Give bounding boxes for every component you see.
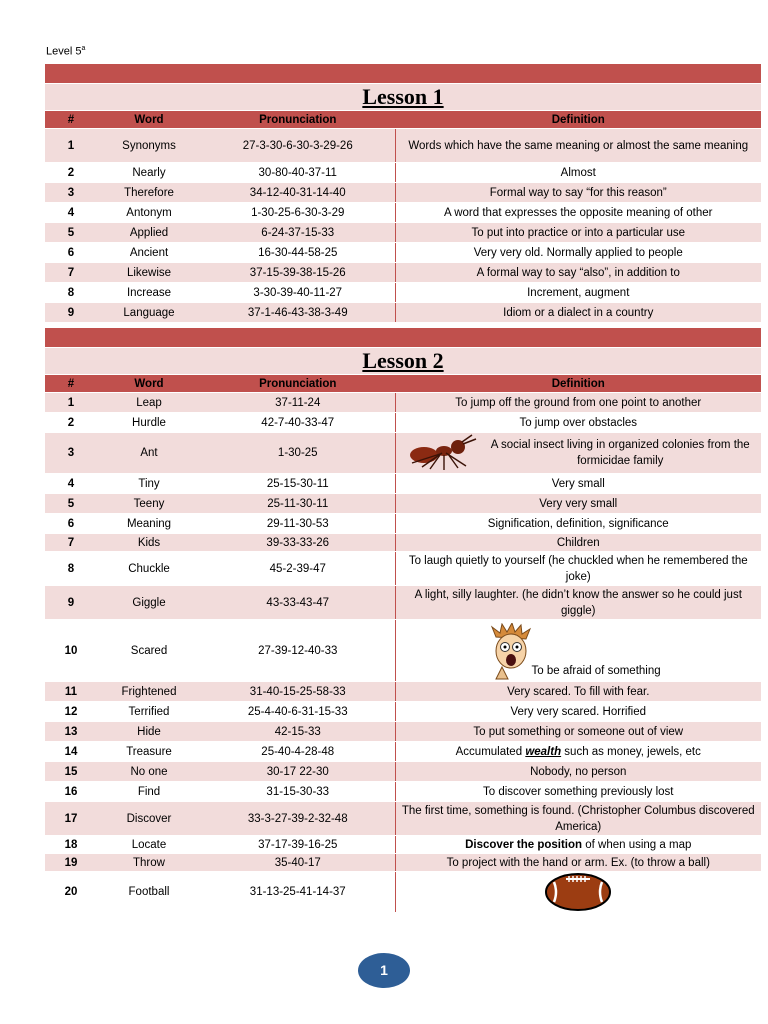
row-number: 6 <box>45 514 97 534</box>
row-word: Ant <box>97 433 201 474</box>
row-definition <box>395 872 761 913</box>
table-row <box>45 742 761 762</box>
row-definition: The first time, something is found. (Christopher Columbus discovered America) <box>395 802 761 836</box>
row-definition: A light, silly laughter. (he didn’t know the answer so he could just giggle) <box>395 586 761 620</box>
row-definition: To project with the hand or arm. Ex. (to throw a ball) <box>395 854 761 872</box>
table-row <box>45 163 761 183</box>
column-header-pronunciation: Pronunciation <box>201 375 395 393</box>
row-definition: Almost <box>395 163 761 183</box>
row-word: Discover <box>97 802 201 836</box>
definition-text: of when using a map <box>582 838 692 851</box>
row-pronunciation: 43-33-43-47 <box>201 586 395 620</box>
lesson-2-header-row <box>45 375 761 393</box>
table-row <box>45 263 761 283</box>
row-word: Language <box>97 303 201 323</box>
row-definition: Very very small <box>395 494 761 514</box>
row-word: Likewise <box>97 263 201 283</box>
row-pronunciation: 31-40-15-25-58-33 <box>201 682 395 702</box>
row-pronunciation: 42-15-33 <box>201 722 395 742</box>
row-number: 1 <box>45 129 97 163</box>
column-header-number: # <box>45 111 97 129</box>
row-pronunciation: 42-7-40-33-47 <box>201 413 395 433</box>
row-word: Football <box>97 872 201 913</box>
definition-text: Accumulated <box>455 745 526 758</box>
row-word: Leap <box>97 393 201 413</box>
row-pronunciation: 25-11-30-11 <box>201 494 395 514</box>
row-definition <box>395 836 761 854</box>
row-definition: Children <box>395 534 761 552</box>
row-pronunciation: 25-4-40-6-31-15-33 <box>201 702 395 722</box>
row-number: 2 <box>45 413 97 433</box>
row-pronunciation: 35-40-17 <box>201 854 395 872</box>
row-number: 3 <box>45 433 97 474</box>
lesson-1-title-row <box>45 84 761 111</box>
row-word: Teeny <box>97 494 201 514</box>
table-row <box>45 514 761 534</box>
row-word: Frightened <box>97 682 201 702</box>
row-pronunciation: 37-15-39-38-15-26 <box>201 263 395 283</box>
row-word: Nearly <box>97 163 201 183</box>
table-row <box>45 129 761 163</box>
row-pronunciation: 27-39-12-40-33 <box>201 620 395 682</box>
row-word: Synonyms <box>97 129 201 163</box>
row-number: 15 <box>45 762 97 782</box>
row-pronunciation: 25-40-4-28-48 <box>201 742 395 762</box>
definition-text: To be afraid of something <box>531 664 661 677</box>
row-word: Giggle <box>97 586 201 620</box>
table-row <box>45 872 761 913</box>
lesson-1-band <box>45 64 761 84</box>
row-number: 4 <box>45 203 97 223</box>
row-definition <box>395 433 761 474</box>
row-number: 9 <box>45 303 97 323</box>
row-definition: Formal way to say “for this reason” <box>395 183 761 203</box>
row-number: 7 <box>45 263 97 283</box>
row-word: Antonym <box>97 203 201 223</box>
column-header-definition: Definition <box>395 375 761 393</box>
column-header-definition: Definition <box>395 111 761 129</box>
row-number: 18 <box>45 836 97 854</box>
row-definition: To put into practice or into a particular use <box>395 223 761 243</box>
row-definition: Very very old. Normally applied to people <box>395 243 761 263</box>
ant-icon <box>400 433 480 473</box>
row-pronunciation: 37-11-24 <box>201 393 395 413</box>
row-definition: Nobody, no person <box>395 762 761 782</box>
row-pronunciation: 34-12-40-31-14-40 <box>201 183 395 203</box>
table-row <box>45 762 761 782</box>
row-number: 5 <box>45 494 97 514</box>
row-number: 17 <box>45 802 97 836</box>
row-definition: Very small <box>395 474 761 494</box>
table-row <box>45 243 761 263</box>
row-pronunciation: 31-13-25-41-14-37 <box>201 872 395 913</box>
row-word: Applied <box>97 223 201 243</box>
table-row <box>45 494 761 514</box>
row-word: Ancient <box>97 243 201 263</box>
row-number: 3 <box>45 183 97 203</box>
lesson-1-title: Lesson 1 <box>362 84 444 109</box>
definition-bold: Discover the position <box>465 838 583 851</box>
row-definition: To put something or someone out of view <box>395 722 761 742</box>
row-number: 1 <box>45 393 97 413</box>
ant-figure <box>400 433 758 473</box>
row-word: Therefore <box>97 183 201 203</box>
row-word: Meaning <box>97 514 201 534</box>
definition-text: such as money, jewels, etc <box>561 745 701 758</box>
lesson-2-table <box>45 328 761 913</box>
lesson-2-title: Lesson 2 <box>362 348 444 373</box>
row-number: 5 <box>45 223 97 243</box>
table-row <box>45 682 761 702</box>
table-row <box>45 183 761 203</box>
row-word: Tiny <box>97 474 201 494</box>
scared-face-icon <box>488 623 534 681</box>
row-word: Throw <box>97 854 201 872</box>
row-pronunciation: 27-3-30-6-30-3-29-26 <box>201 129 395 163</box>
column-header-word: Word <box>97 375 201 393</box>
row-word: Terrified <box>97 702 201 722</box>
row-definition: Very scared. To fill with fear. <box>395 682 761 702</box>
table-row <box>45 203 761 223</box>
row-number: 8 <box>45 283 97 303</box>
row-pronunciation: 3-30-39-40-11-27 <box>201 283 395 303</box>
row-number: 4 <box>45 474 97 494</box>
row-definition: A word that expresses the opposite meaning of other <box>395 203 761 223</box>
row-definition: Words which have the same meaning or almost the same meaning <box>395 129 761 163</box>
table-row <box>45 283 761 303</box>
table-row <box>45 586 761 620</box>
definition-text: A social insect living in organized colonies from the formicidae family <box>490 439 750 467</box>
row-word: Treasure <box>97 742 201 762</box>
level-label: Level 5$^a$ <box>46 45 86 58</box>
table-row <box>45 620 761 682</box>
row-definition: To laugh quietly to yourself (he chuckled when he remembered the joke) <box>395 552 761 586</box>
page-number-badge: 1 <box>358 953 410 988</box>
row-word: Scared <box>97 620 201 682</box>
table-row <box>45 303 761 323</box>
row-pronunciation: 37-17-39-16-25 <box>201 836 395 854</box>
row-number: 19 <box>45 854 97 872</box>
lesson-1-table <box>45 64 761 323</box>
row-pronunciation: 33-3-27-39-2-32-48 <box>201 802 395 836</box>
row-pronunciation: 39-33-33-26 <box>201 534 395 552</box>
table-row <box>45 552 761 586</box>
row-pronunciation: 45-2-39-47 <box>201 552 395 586</box>
row-pronunciation: 1-30-25 <box>201 433 395 474</box>
lesson-2-band <box>45 328 761 348</box>
row-definition: To jump over obstacles <box>395 413 761 433</box>
row-definition: Very very scared. Horrified <box>395 702 761 722</box>
table-row <box>45 782 761 802</box>
row-pronunciation: 29-11-30-53 <box>201 514 395 534</box>
row-number: 9 <box>45 586 97 620</box>
table-row <box>45 836 761 854</box>
row-number: 2 <box>45 163 97 183</box>
row-pronunciation: 6-24-37-15-33 <box>201 223 395 243</box>
row-pronunciation: 16-30-44-58-25 <box>201 243 395 263</box>
row-word: Chuckle <box>97 552 201 586</box>
row-pronunciation: 30-80-40-37-11 <box>201 163 395 183</box>
row-word: Hide <box>97 722 201 742</box>
football-figure <box>400 872 758 912</box>
column-header-number: # <box>45 375 97 393</box>
table-row <box>45 702 761 722</box>
row-number: 7 <box>45 534 97 552</box>
row-number: 6 <box>45 243 97 263</box>
row-number: 12 <box>45 702 97 722</box>
row-definition: Signification, definition, significance <box>395 514 761 534</box>
row-number: 16 <box>45 782 97 802</box>
lesson-1-header-row <box>45 111 761 129</box>
row-word: Locate <box>97 836 201 854</box>
row-pronunciation: 25-15-30-11 <box>201 474 395 494</box>
table-row <box>45 223 761 243</box>
row-word: Kids <box>97 534 201 552</box>
row-number: 11 <box>45 682 97 702</box>
column-header-word: Word <box>97 111 201 129</box>
row-word: Find <box>97 782 201 802</box>
row-pronunciation: 30-17 22-30 <box>201 762 395 782</box>
row-number: 20 <box>45 872 97 913</box>
row-definition <box>395 742 761 762</box>
row-definition: Idiom or a dialect in a country <box>395 303 761 323</box>
row-pronunciation: 37-1-46-43-38-3-49 <box>201 303 395 323</box>
row-number: 13 <box>45 722 97 742</box>
row-word: Increase <box>97 283 201 303</box>
table-row <box>45 722 761 742</box>
row-word: Hurdle <box>97 413 201 433</box>
table-row <box>45 854 761 872</box>
row-pronunciation: 1-30-25-6-30-3-29 <box>201 203 395 223</box>
row-definition: To discover something previously lost <box>395 782 761 802</box>
table-row <box>45 413 761 433</box>
row-pronunciation: 31-15-30-33 <box>201 782 395 802</box>
row-number: 14 <box>45 742 97 762</box>
row-number: 10 <box>45 620 97 682</box>
table-row <box>45 474 761 494</box>
table-row <box>45 433 761 474</box>
row-definition <box>395 620 761 682</box>
lesson-2-title-row <box>45 348 761 375</box>
row-definition: To jump off the ground from one point to another <box>395 393 761 413</box>
row-definition: A formal way to say “also”, in addition to <box>395 263 761 283</box>
column-header-pronunciation: Pronunciation <box>201 111 395 129</box>
table-row <box>45 802 761 836</box>
row-word: No one <box>97 762 201 782</box>
table-row <box>45 393 761 413</box>
row-definition: Increment, augment <box>395 283 761 303</box>
football-icon <box>544 872 612 912</box>
row-number: 8 <box>45 552 97 586</box>
definition-emphasis: wealth <box>525 745 562 758</box>
table-row <box>45 534 761 552</box>
scared-figure <box>400 621 758 681</box>
